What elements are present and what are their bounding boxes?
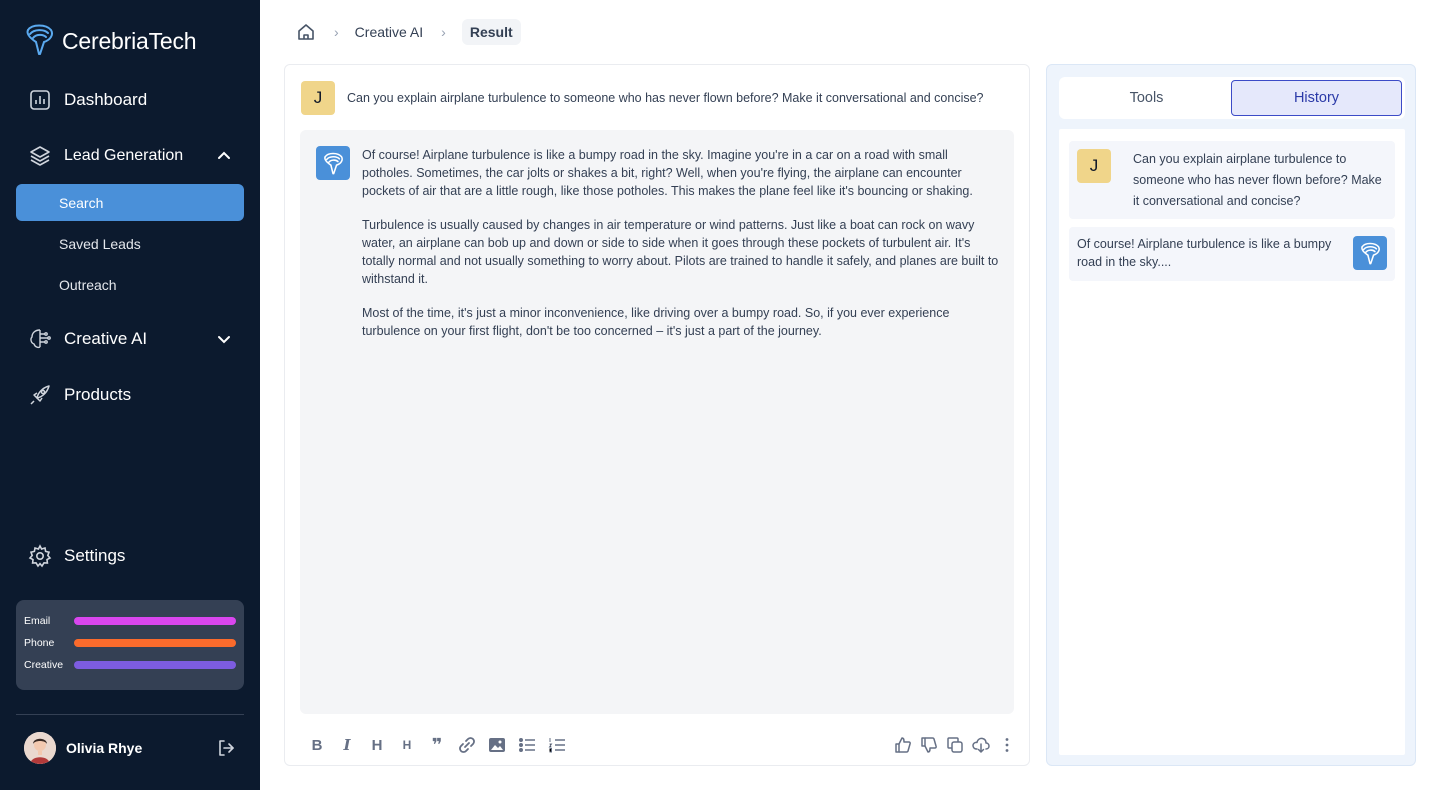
italic-icon[interactable]: I [343, 736, 351, 754]
user-initial-badge: J [301, 81, 335, 115]
usage-bar-phone [74, 639, 236, 647]
nav-dashboard-label: Dashboard [64, 90, 148, 109]
logout-icon[interactable] [216, 738, 236, 763]
usage-label-phone: Phone [24, 637, 55, 649]
nav-creative-ai-label: Creative AI [64, 329, 148, 348]
more-vertical-icon[interactable] [997, 735, 1017, 755]
format-toolbar [307, 735, 567, 755]
user-profile[interactable] [24, 732, 142, 764]
chevron-right-icon: › [334, 24, 339, 40]
layers-icon [28, 144, 52, 168]
answer-paragraph: Turbulence is usually caused by changes in air temperature or wind patterns. Just like a boat can rock on wavy water, an airplane can bob up and down or side to side when it goes through these pockets of turbulent air. It's totally normal and not usually something to worry about. Pilots are trained to handle it safely, and planes are built to withstand it. [362, 218, 999, 286]
ai-brain-icon [1353, 236, 1387, 270]
ai-answer[interactable] [300, 130, 1014, 714]
download-cloud-icon[interactable] [971, 735, 991, 755]
brain-icon [28, 327, 52, 351]
home-icon[interactable] [296, 22, 316, 42]
user-prompt [301, 81, 984, 115]
answer-actions [893, 735, 1017, 755]
history-question-text: Can you explain airplane turbulence to someone who has never flown before? Make it conversational and concise? [1133, 152, 1382, 208]
ai-brain-icon [316, 146, 350, 180]
avatar [24, 732, 56, 764]
dashboard-icon [28, 88, 52, 112]
usage-row-email [24, 610, 236, 632]
heading-2-icon[interactable]: H [402, 738, 412, 752]
breadcrumb-creative-ai[interactable]: Creative AI [354, 24, 424, 40]
usage-panel [16, 600, 244, 690]
nav-creative-ai[interactable] [16, 319, 244, 359]
copy-icon[interactable] [945, 735, 965, 755]
thumbs-down-icon[interactable] [919, 735, 939, 755]
nav-dashboard[interactable] [16, 80, 244, 120]
heading-1-icon[interactable]: H [371, 736, 383, 754]
sidebar-item-saved-leads[interactable]: Saved Leads [59, 235, 141, 252]
nav-lead-generation-label: Lead Generation [64, 147, 184, 164]
breadcrumb-result[interactable]: Result [462, 19, 521, 45]
chevron-up-icon[interactable] [216, 148, 232, 169]
brain-logo-icon [24, 22, 54, 61]
sidebar-divider [16, 714, 244, 715]
nav-lead-generation[interactable] [16, 136, 244, 176]
side-panel [1046, 64, 1416, 766]
chevron-down-icon[interactable] [216, 331, 232, 352]
nav-products[interactable] [16, 375, 244, 415]
breadcrumb [296, 18, 521, 46]
link-icon[interactable] [457, 735, 477, 755]
usage-row-creative [24, 654, 236, 676]
result-panel [284, 64, 1030, 766]
history-question[interactable] [1069, 141, 1395, 219]
nav-settings-label: Settings [64, 546, 126, 565]
tab-history[interactable]: History [1231, 80, 1402, 116]
user-initial-badge: J [1077, 149, 1111, 183]
prompt-text: Can you explain airplane turbulence to someone who has never flown before? Make it conversational and concise? [347, 91, 984, 105]
sidebar-item-search[interactable]: Search [16, 184, 244, 221]
history-answer-text: Of course! Airplane turbulence is like a bumpy road in the sky.... [1077, 237, 1332, 269]
numbered-list-icon[interactable] [547, 735, 567, 755]
tab-tools[interactable]: Tools [1129, 90, 1164, 106]
answer-paragraph: Most of the time, it's just a minor inconvenience, like driving over a bumpy road. So, if you ever experience turbulence on your first flight, don't be too concerned – it's just a part of the journey. [362, 306, 950, 338]
thumbs-up-icon[interactable] [893, 735, 913, 755]
chevron-right-icon: › [441, 24, 446, 40]
user-name: Olivia Rhye [66, 740, 143, 756]
brand-logo[interactable] [24, 22, 196, 61]
quote-icon[interactable]: ❞ [431, 734, 443, 755]
brand-name: CerebriaTech [62, 28, 197, 54]
bold-icon[interactable]: B [311, 736, 323, 754]
gear-icon [28, 544, 52, 568]
history-answer[interactable] [1069, 227, 1395, 281]
usage-label-creative: Creative [24, 659, 64, 671]
bullet-list-icon[interactable] [517, 735, 537, 755]
nav-products-label: Products [64, 385, 132, 404]
image-icon[interactable] [487, 735, 507, 755]
sidebar [0, 0, 260, 790]
history-list [1059, 129, 1405, 755]
usage-row-phone [24, 632, 236, 654]
usage-bar-email [74, 617, 236, 625]
panel-tabs [1059, 77, 1405, 119]
answer-text [362, 146, 1000, 356]
nav-settings[interactable] [16, 536, 244, 576]
rocket-icon [28, 383, 52, 407]
usage-label-email: Email [24, 615, 51, 627]
answer-paragraph: Of course! Airplane turbulence is like a bumpy road in the sky. Imagine you're in a car on a road with small potholes. Sometimes, the car jolts or shakes a bit, right? Well, when you're flying, the airplane can encounter pockets of air that are a little rough, like those potholes. This makes the plane feel like it's bouncing or shaking. [362, 148, 973, 198]
usage-bar-creative [74, 661, 236, 669]
sidebar-item-outreach[interactable]: Outreach [59, 276, 117, 293]
